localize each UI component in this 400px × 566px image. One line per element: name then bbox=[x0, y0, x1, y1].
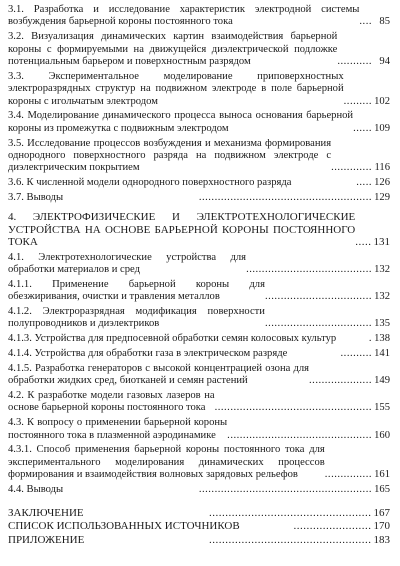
dot-leader: .................... bbox=[309, 375, 372, 387]
toc-entry-3-6 bbox=[8, 177, 390, 189]
toc-entry-4-1-1 bbox=[8, 279, 390, 304]
toc-entry-title: ЗАКЛЮЧЕНИЕ bbox=[8, 506, 84, 519]
toc-entry-title: 3.1. Разработка и исследование характеристик электродной системы возбуждения барьерной короны постоянного тока bbox=[8, 4, 360, 28]
toc-entry-title: 3.2. Визуализация динамических картин взаимодействия барьерной короны с формируемыми на движущейся диэлектрической подложке потенциальным барьером и поверхностным разрядом bbox=[8, 31, 338, 68]
toc-entry-title: 4.1.4. Устройства для обработки газа в электрическом разряде bbox=[8, 348, 288, 360]
toc-entry-page: 126 bbox=[374, 177, 390, 189]
dot-leader: ....................................................... bbox=[198, 484, 372, 496]
toc-entry-4-3-1 bbox=[8, 444, 390, 481]
toc-entry-page: 131 bbox=[373, 236, 390, 249]
toc-entry-title: 4. ЭЛЕКТРОФИЗИЧЕСКИЕ И ЭЛЕКТРОТЕХНОЛОГИЧЕСКИЕ УСТРОЙСТВА НА ОСНОВЕ БАРЬЕРНОЙ КОРОНЫ ПОСТОЯННОГО ТОКА bbox=[8, 210, 356, 249]
dot-leader: .............................................. bbox=[227, 429, 372, 441]
toc-entry-chapter-4 bbox=[8, 211, 390, 249]
toc-entry-title: 4.1. Электротехнологические устройства для обработки материалов и сред bbox=[8, 251, 247, 276]
dot-leader: .......... bbox=[340, 348, 372, 360]
dot-leader: ....................................................... bbox=[198, 192, 372, 204]
toc-entry-4-1 bbox=[8, 252, 390, 277]
dot-leader: ........................ bbox=[293, 520, 372, 533]
toc-entry-title: 3.7. Выводы bbox=[8, 192, 64, 204]
toc-entry-3-2 bbox=[8, 31, 390, 68]
dot-leader: ......... bbox=[343, 95, 372, 107]
toc-entry-page: 116 bbox=[374, 162, 390, 174]
dot-leader: ..... bbox=[356, 177, 372, 189]
toc-entry-4-4 bbox=[8, 484, 390, 496]
toc-entry-page: 161 bbox=[374, 469, 390, 481]
dot-leader: ..... bbox=[355, 236, 372, 249]
toc-entry-3-4 bbox=[8, 110, 390, 135]
toc-entry-page: 160 bbox=[374, 429, 390, 441]
toc-entry-title: 4.1.5. Разработка генераторов с высокой концентрацией озона для обработки жидких сред, биотканей и семян растений bbox=[8, 362, 310, 387]
toc-entry-title: 4.1.2. Электроразрядная модификация поверхности полупроводников и диэлектриков bbox=[8, 306, 265, 330]
toc-entry-page: 170 bbox=[373, 520, 390, 533]
toc-entry-title: 4.1.3. Устройства для предпосевной обработки семян колосовых культур bbox=[8, 333, 337, 345]
dot-leader: ........................................ bbox=[246, 264, 372, 276]
dot-leader: .................................. bbox=[264, 318, 372, 330]
dot-leader: . bbox=[368, 333, 372, 345]
toc-entry-page: 165 bbox=[374, 484, 390, 496]
toc-entry-title: 4.3. К вопросу о применении барьерной короны постоянного тока в плазменной аэродинамике bbox=[8, 417, 228, 441]
toc-entry-page: 141 bbox=[374, 348, 390, 360]
toc-entry-page: 132 bbox=[374, 291, 390, 303]
toc-entry-references bbox=[8, 520, 390, 533]
toc-entry-title: 3.4. Моделирование динамического процесса выноса основания барьерной короны из промежутка с подвижным электродом bbox=[8, 110, 354, 134]
dot-leader: ...... bbox=[353, 122, 372, 134]
toc-entry-page: 129 bbox=[374, 192, 390, 204]
dot-leader: ........... bbox=[337, 56, 372, 68]
toc-entry-3-7 bbox=[8, 192, 390, 204]
dot-leader: .................................. bbox=[264, 291, 372, 303]
toc-entry-page: 155 bbox=[374, 402, 390, 414]
toc-entry-appendix bbox=[8, 534, 390, 547]
toc-entry-title: 3.6. К численной модели однородного поверхностного разряда bbox=[8, 177, 292, 189]
toc-entry-title: СПИСОК ИСПОЛЬЗОВАННЫХ ИСТОЧНИКОВ bbox=[8, 520, 240, 533]
dot-leader: ............... bbox=[324, 469, 372, 481]
dot-leader: .................................................. bbox=[209, 534, 372, 547]
toc-entry-page: 85 bbox=[379, 16, 390, 28]
toc-entry-title: 3.3. Экспериментальное моделирование приповерхностных электроразрядных структур на подвижном электроде в поле барьерной короны с игольчатым электродом bbox=[8, 70, 344, 107]
toc-entry-4-1-3 bbox=[8, 333, 390, 345]
toc-entry-page: 109 bbox=[374, 122, 390, 134]
toc-entry-4-1-2 bbox=[8, 306, 390, 331]
toc-entry-title: 4.1.1. Применение барьерной короны для обезжиривания, очистки и травления металлов bbox=[8, 278, 265, 303]
toc-entry-page: 183 bbox=[373, 534, 390, 547]
dot-leader: .................................................. bbox=[209, 506, 372, 519]
dot-leader: .... bbox=[359, 16, 372, 28]
dot-leader: .................................................. bbox=[214, 402, 372, 414]
toc-entry-title: 4.2. К разработке модели газовых лазеров на основе барьерной короны постоянного тока bbox=[8, 390, 215, 414]
toc-entry-page: 138 bbox=[374, 333, 390, 345]
toc-entry-4-3 bbox=[8, 417, 390, 442]
toc-entry-title: 4.4. Выводы bbox=[8, 484, 64, 496]
toc-entry-conclusion bbox=[8, 507, 390, 520]
toc-entry-4-1-5 bbox=[8, 363, 390, 388]
toc-entry-title: 4.3.1. Способ применения барьерной короны постоянного тока для экспериментального моделирования динамических процессов формирования и взаимодействия волновых зарядовых рельефов bbox=[8, 444, 325, 481]
toc-entry-3-1 bbox=[8, 4, 390, 29]
toc-entry-page: 102 bbox=[374, 95, 390, 107]
toc-entry-title: 3.5. Исследование процессов возбуждения и механизма формирования однородного поверхностного разряда на подвижном электроде с диэлектрическим покрытием bbox=[8, 137, 332, 174]
toc-entry-4-2 bbox=[8, 390, 390, 415]
toc-entry-4-1-4 bbox=[8, 348, 390, 360]
table-of-contents bbox=[8, 4, 390, 548]
toc-entry-3-3 bbox=[8, 71, 390, 108]
toc-entry-page: 149 bbox=[374, 375, 390, 387]
dot-leader: ............. bbox=[331, 162, 372, 174]
toc-entry-page: 132 bbox=[374, 264, 390, 276]
toc-entry-title: ПРИЛОЖЕНИЕ bbox=[8, 534, 85, 547]
toc-entry-page: 167 bbox=[373, 506, 390, 519]
toc-entry-page: 94 bbox=[379, 56, 390, 68]
toc-entry-3-5 bbox=[8, 138, 390, 175]
toc-entry-page: 135 bbox=[374, 318, 390, 330]
